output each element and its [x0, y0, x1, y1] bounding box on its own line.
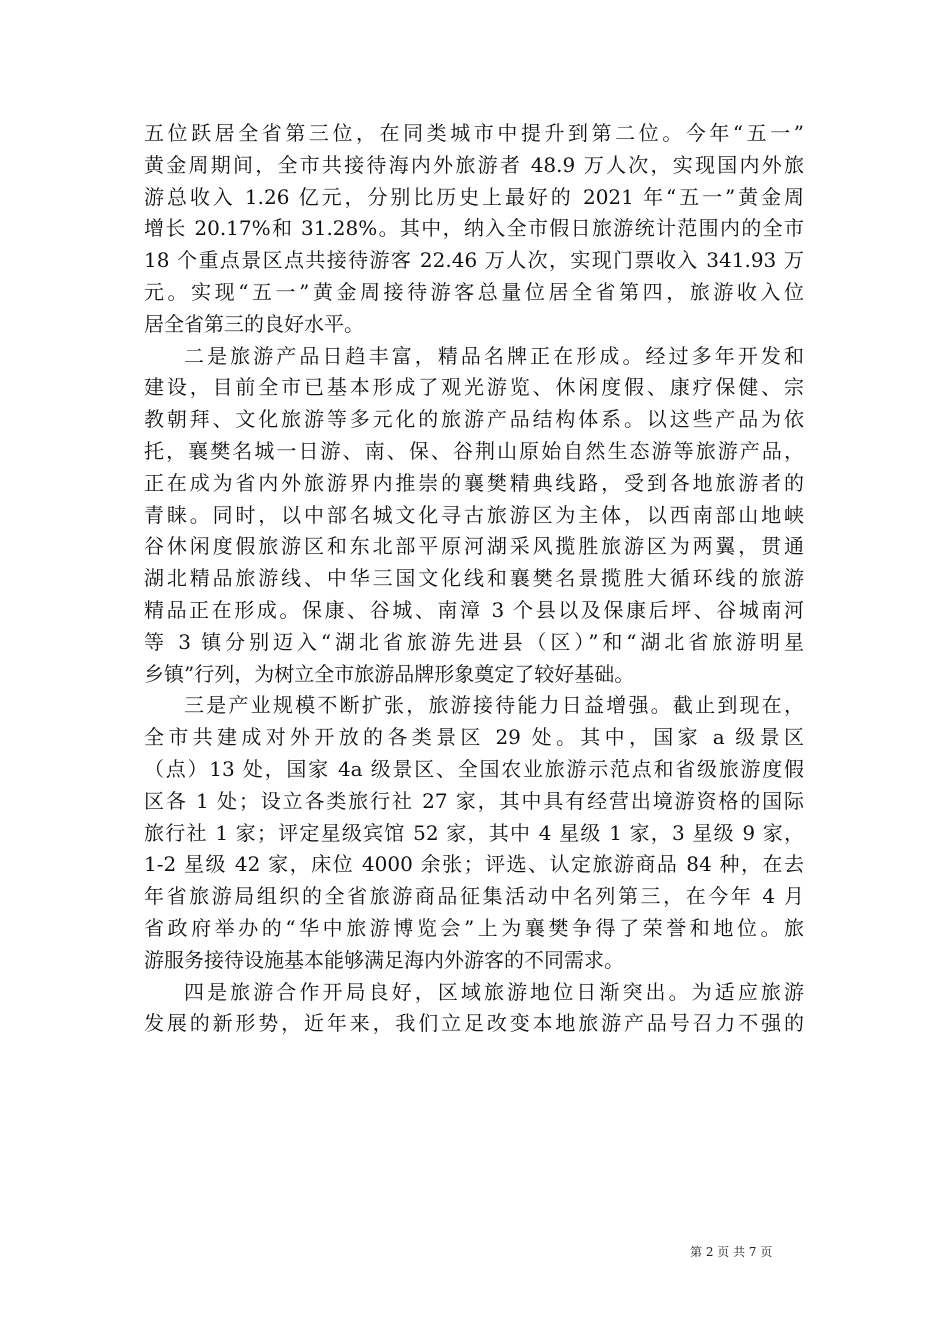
text-line: 正在成为省内外旅游界内推崇的襄樊精典线路，受到各地旅游者的	[144, 470, 804, 495]
text-line: 省政府举办的“华中旅游博览会”上为襄樊争得了荣誉和地位。旅	[144, 915, 804, 940]
text-line: 湖北精品旅游线、中华三国文化线和襄樊名景揽胜大循环线的旅游	[144, 566, 804, 591]
text-line: 区各 1 处；设立各类旅行社 27 家，其中具有经营出境游资格的国际	[144, 788, 804, 813]
text-line: 青睐。同时，以中部名城文化寻古旅游区为主体，以西南部山地峡	[144, 502, 804, 527]
text-line: 18 个重点景区点共接待游客 22.46 万人次，实现门票收入 341.93 万	[144, 248, 804, 273]
text-line: 1-2 星级 42 家，床位 4000 余张；评选、认定旅游商品 84 种，在去	[144, 852, 804, 877]
paragraph-2	[144, 341, 804, 691]
document-body	[144, 118, 804, 1040]
text-line: 二是旅游产品日趋丰富，精品名牌正在形成。经过多年开发和	[184, 343, 804, 368]
text-line: 年省旅游局组织的全省旅游商品征集活动中名列第三，在今年 4 月	[144, 884, 804, 909]
text-line: 增长 20.17%和 31.28%。其中，纳入全市假日旅游统计范围内的全市	[144, 216, 804, 241]
text-line: 建设，目前全市已基本形成了观光游览、休闲度假、康疗保健、宗	[144, 375, 804, 400]
text-line: 游服务接待设施基本能够满足海内外游客的不同需求。	[144, 947, 624, 972]
text-line: 三是产业规模不断扩张，旅游接待能力日益增强。截止到现在，	[184, 693, 804, 718]
text-line: 五位跃居全省第三位，在同类城市中提升到第二位。今年“五一”	[144, 121, 804, 145]
text-line: 发展的新形势，近年来，我们立足改变本地旅游产品号召力不强的	[144, 1011, 804, 1036]
text-line: 黄金周期间，全市共接待海内外旅游者 48.9 万人次，实现国内外旅	[144, 152, 804, 177]
text-line: 教朝拜、文化旅游等多元化的旅游产品结构体系。以这些产品为依	[144, 407, 804, 432]
text-line: 全市共建成对外开放的各类景区 29 处。其中，国家 a 级景区	[144, 725, 804, 750]
page-number-footer: 第 2 页 共 7 页	[690, 1245, 773, 1259]
text-line: 居全省第三的良好水平。	[144, 311, 364, 336]
paragraph-1	[144, 118, 804, 341]
text-line: （点）13 处，国家 4a 级景区、全国农业旅游示范点和省级旅游度假	[144, 756, 804, 781]
text-line: 元。实现“五一”黄金周接待游客总量位居全省第四，旅游收入位	[144, 279, 804, 304]
text-line: 四是旅游合作开局良好，区域旅游地位日渐突出。为适应旅游	[184, 979, 804, 1004]
text-line: 精品正在形成。保康、谷城、南漳 3 个县以及保康后坪、谷城南河	[144, 597, 804, 622]
paragraph-4	[144, 977, 804, 1041]
text-line: 游总收入 1.26 亿元，分别比历史上最好的 2021 年“五一”黄金周	[144, 184, 804, 209]
text-line: 托，襄樊名城一日游、南、保、谷荆山原始自然生态游等旅游产品，	[144, 438, 804, 463]
text-line: 乡镇”行列，为树立全市旅游品牌形象奠定了较好基础。	[144, 661, 635, 686]
text-line: 等 3 镇分别迈入“湖北省旅游先进县（区）”和“湖北省旅游明星	[144, 629, 804, 654]
paragraph-3	[144, 690, 804, 976]
text-line: 谷休闲度假旅游区和东北部平原河湖采风揽胜旅游区为两翼，贯通	[144, 534, 804, 559]
text-line: 旅行社 1 家；评定星级宾馆 52 家，其中 4 星级 1 家，3 星级 9 家，	[144, 820, 804, 845]
